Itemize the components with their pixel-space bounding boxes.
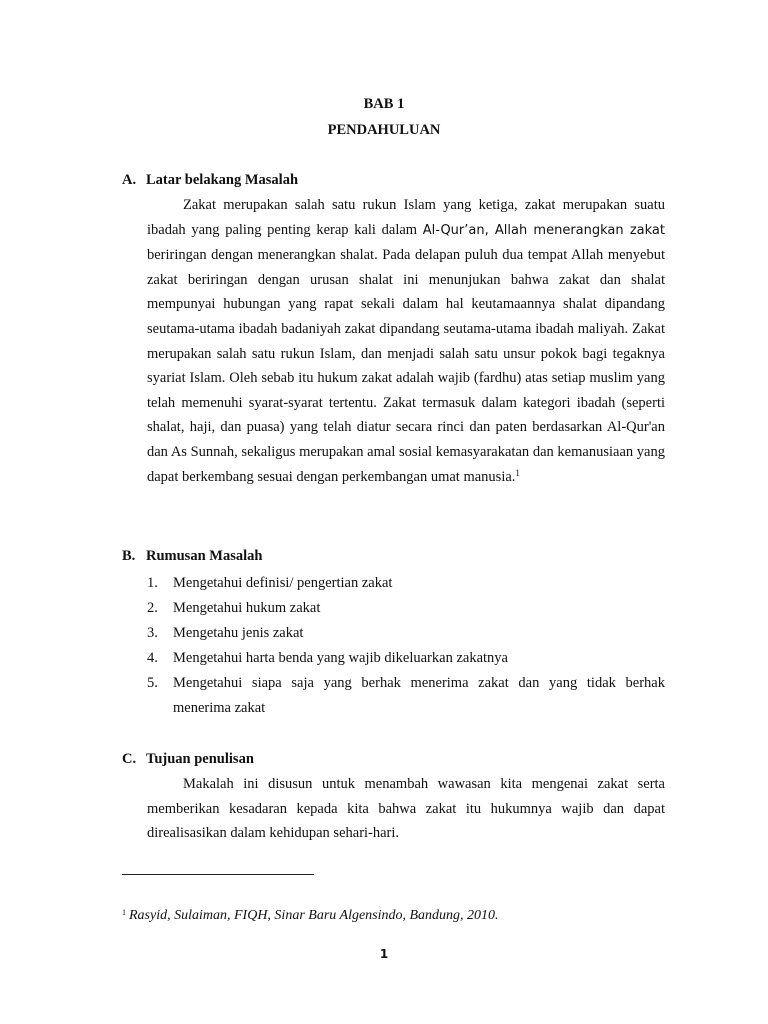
section-c-text: Makalah ini disusun untuk menambah wawasan kita mengenai zakat serta memberikan kesadaran kepada kita bahwa zakat itu hukumnya wajib dan dapat direalisasikan dalam kehidupan sehari-hari. xyxy=(147,776,665,842)
list-item-text: Mengetahui siapa saja yang berhak menerima zakat dan yang tidak berhak menerima zakat xyxy=(173,675,665,716)
list-item-number: 1. xyxy=(147,575,158,591)
list-item-number: 4. xyxy=(147,650,158,666)
footnote-reference: 1 xyxy=(515,467,520,478)
list-item-text: Mengetahu jenis zakat xyxy=(173,625,304,641)
section-b-letter: B. xyxy=(122,548,136,564)
list-item xyxy=(147,671,665,721)
section-a-text-sans: Al-Qur’an, Allah menerangkan zakat xyxy=(422,222,665,238)
section-a-text-2: beriringan dengan menerangkan shalat. Pada delapan puluh dua tempat Allah menyebut zakat beriringan dengan urusan shalat ini menunjukan bahwa zakat dan shalat mempunyai hubungan yang rapat sekali dalam hal keutamaannya shalat dipandang seutama-utama ibadah badaniyah zakat dipandang seutama-utama ibadah maliyah. Zakat merupakan salah satu rukun Islam, dan menjadi salah satu unsur pokok bagi tegaknya syariat Islam. Oleh sebab itu hukum zakat adalah wajib (fardhu) atas setiap muslim yang telah memenuhi syarat-syarat tertentu. Zakat termasuk dalam kategori ibadah (seperti shalat, haji, dan puasa) yang telah diatur secara rinci dan paten berdasarkan Al-Qur'an dan As Sunnah, sekaligus merupakan amal sosial kemasyarakatan dan kemanusiaan yang dapat berkembang sesuai dengan perkembangan umat manusia. xyxy=(147,247,665,485)
section-a-title: Latar belakang Masalah xyxy=(146,172,299,188)
section-b-heading xyxy=(122,548,262,565)
list-item-number: 2. xyxy=(147,600,158,616)
section-a-text-1: Zakat merupakan salah satu rukun Islam yang ketiga, zakat merupakan suatu ibadah yang paling penting kerap kali dalam xyxy=(147,197,665,238)
chapter-title: PENDAHULUAN xyxy=(327,122,441,138)
page-number: 1 xyxy=(379,947,389,961)
section-c-letter: C. xyxy=(122,751,137,767)
list-item-text: Mengetahui hukum zakat xyxy=(173,600,321,616)
list-item-number: 3. xyxy=(147,625,158,641)
footnote-mark: 1 xyxy=(122,908,126,917)
footnote xyxy=(122,908,499,924)
list-item xyxy=(147,621,665,646)
list-item xyxy=(147,596,665,621)
footnote-text: Rasyid, Sulaiman, FIQH, Sinar Baru Algensindo, Bandung, 2010. xyxy=(129,908,499,923)
list-item xyxy=(147,646,665,671)
section-b-title: Rumusan Masalah xyxy=(146,548,263,564)
list-item-text: Mengetahui harta benda yang wajib dikeluarkan zakatnya xyxy=(173,650,508,666)
list-item xyxy=(147,571,665,596)
list-item-number: 5. xyxy=(147,675,158,691)
footnote-divider xyxy=(122,874,314,875)
problem-list xyxy=(147,571,665,721)
list-item-text: Mengetahui definisi/ pengertian zakat xyxy=(173,575,393,591)
section-a-paragraph xyxy=(147,193,665,489)
section-a-heading xyxy=(122,172,298,189)
section-a-letter: A. xyxy=(122,172,137,188)
section-c-title: Tujuan penulisan xyxy=(146,751,254,767)
section-c-heading xyxy=(122,751,254,768)
chapter-number: BAB 1 xyxy=(363,96,405,112)
section-c-paragraph xyxy=(147,772,665,846)
